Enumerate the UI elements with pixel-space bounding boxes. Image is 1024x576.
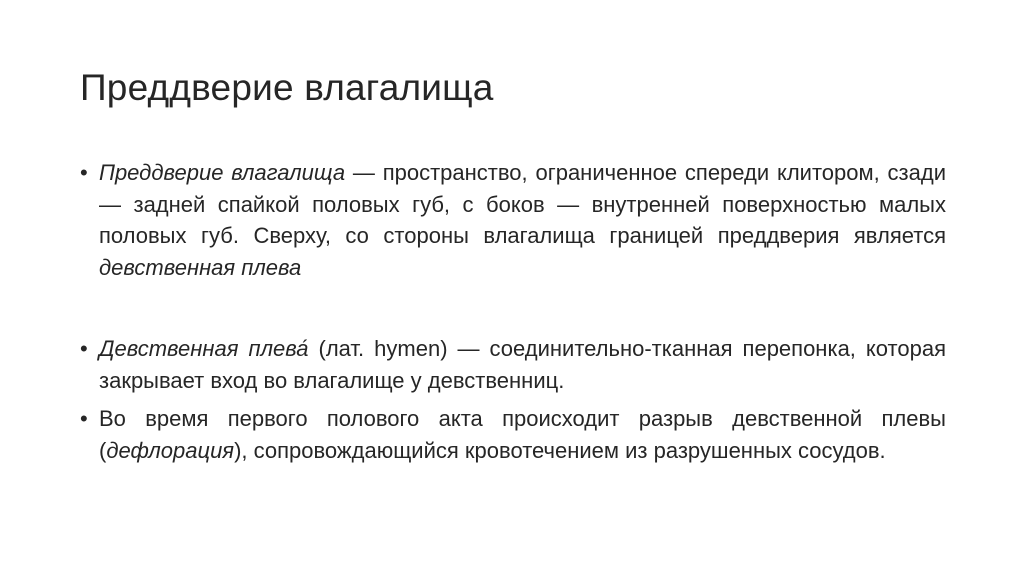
- term-hymen: девственная плева: [99, 254, 302, 280]
- bullet-text-before: Во время первого полового акта происходит разрыв девственной плевы (: [99, 406, 946, 463]
- bullet-icon: •: [80, 160, 88, 185]
- term-hymen-accent: Девственная плева́: [99, 336, 309, 361]
- term-vestibule: Преддверие влагалища: [99, 160, 346, 185]
- bullet-list: [80, 157, 946, 466]
- bullet-icon: •: [80, 406, 88, 431]
- bullet-icon: •: [80, 336, 88, 361]
- bullet-text: (лат. hymen) — соединительно-тканная перепонка, которая закрывает вход во влагалище у девственниц.: [99, 336, 946, 393]
- bullet-item-hymen: [80, 333, 946, 396]
- term-defloration: дефлорация: [106, 437, 235, 463]
- bullet-item-defloration: [80, 403, 946, 466]
- bullet-text: — пространство, ограниченное спереди клитором, сзади — задней спайкой половых губ, с боков — внутренней поверхностью малых половых губ. Сверху, со стороны влагалища границей преддверия является: [99, 160, 947, 248]
- bullet-text-after: ), сопровождающийся кровотечением из разрушенных сосудов.: [234, 437, 886, 463]
- bullet-item-vestibule: [80, 157, 946, 283]
- slide-title: Преддверие влагалища: [80, 67, 494, 108]
